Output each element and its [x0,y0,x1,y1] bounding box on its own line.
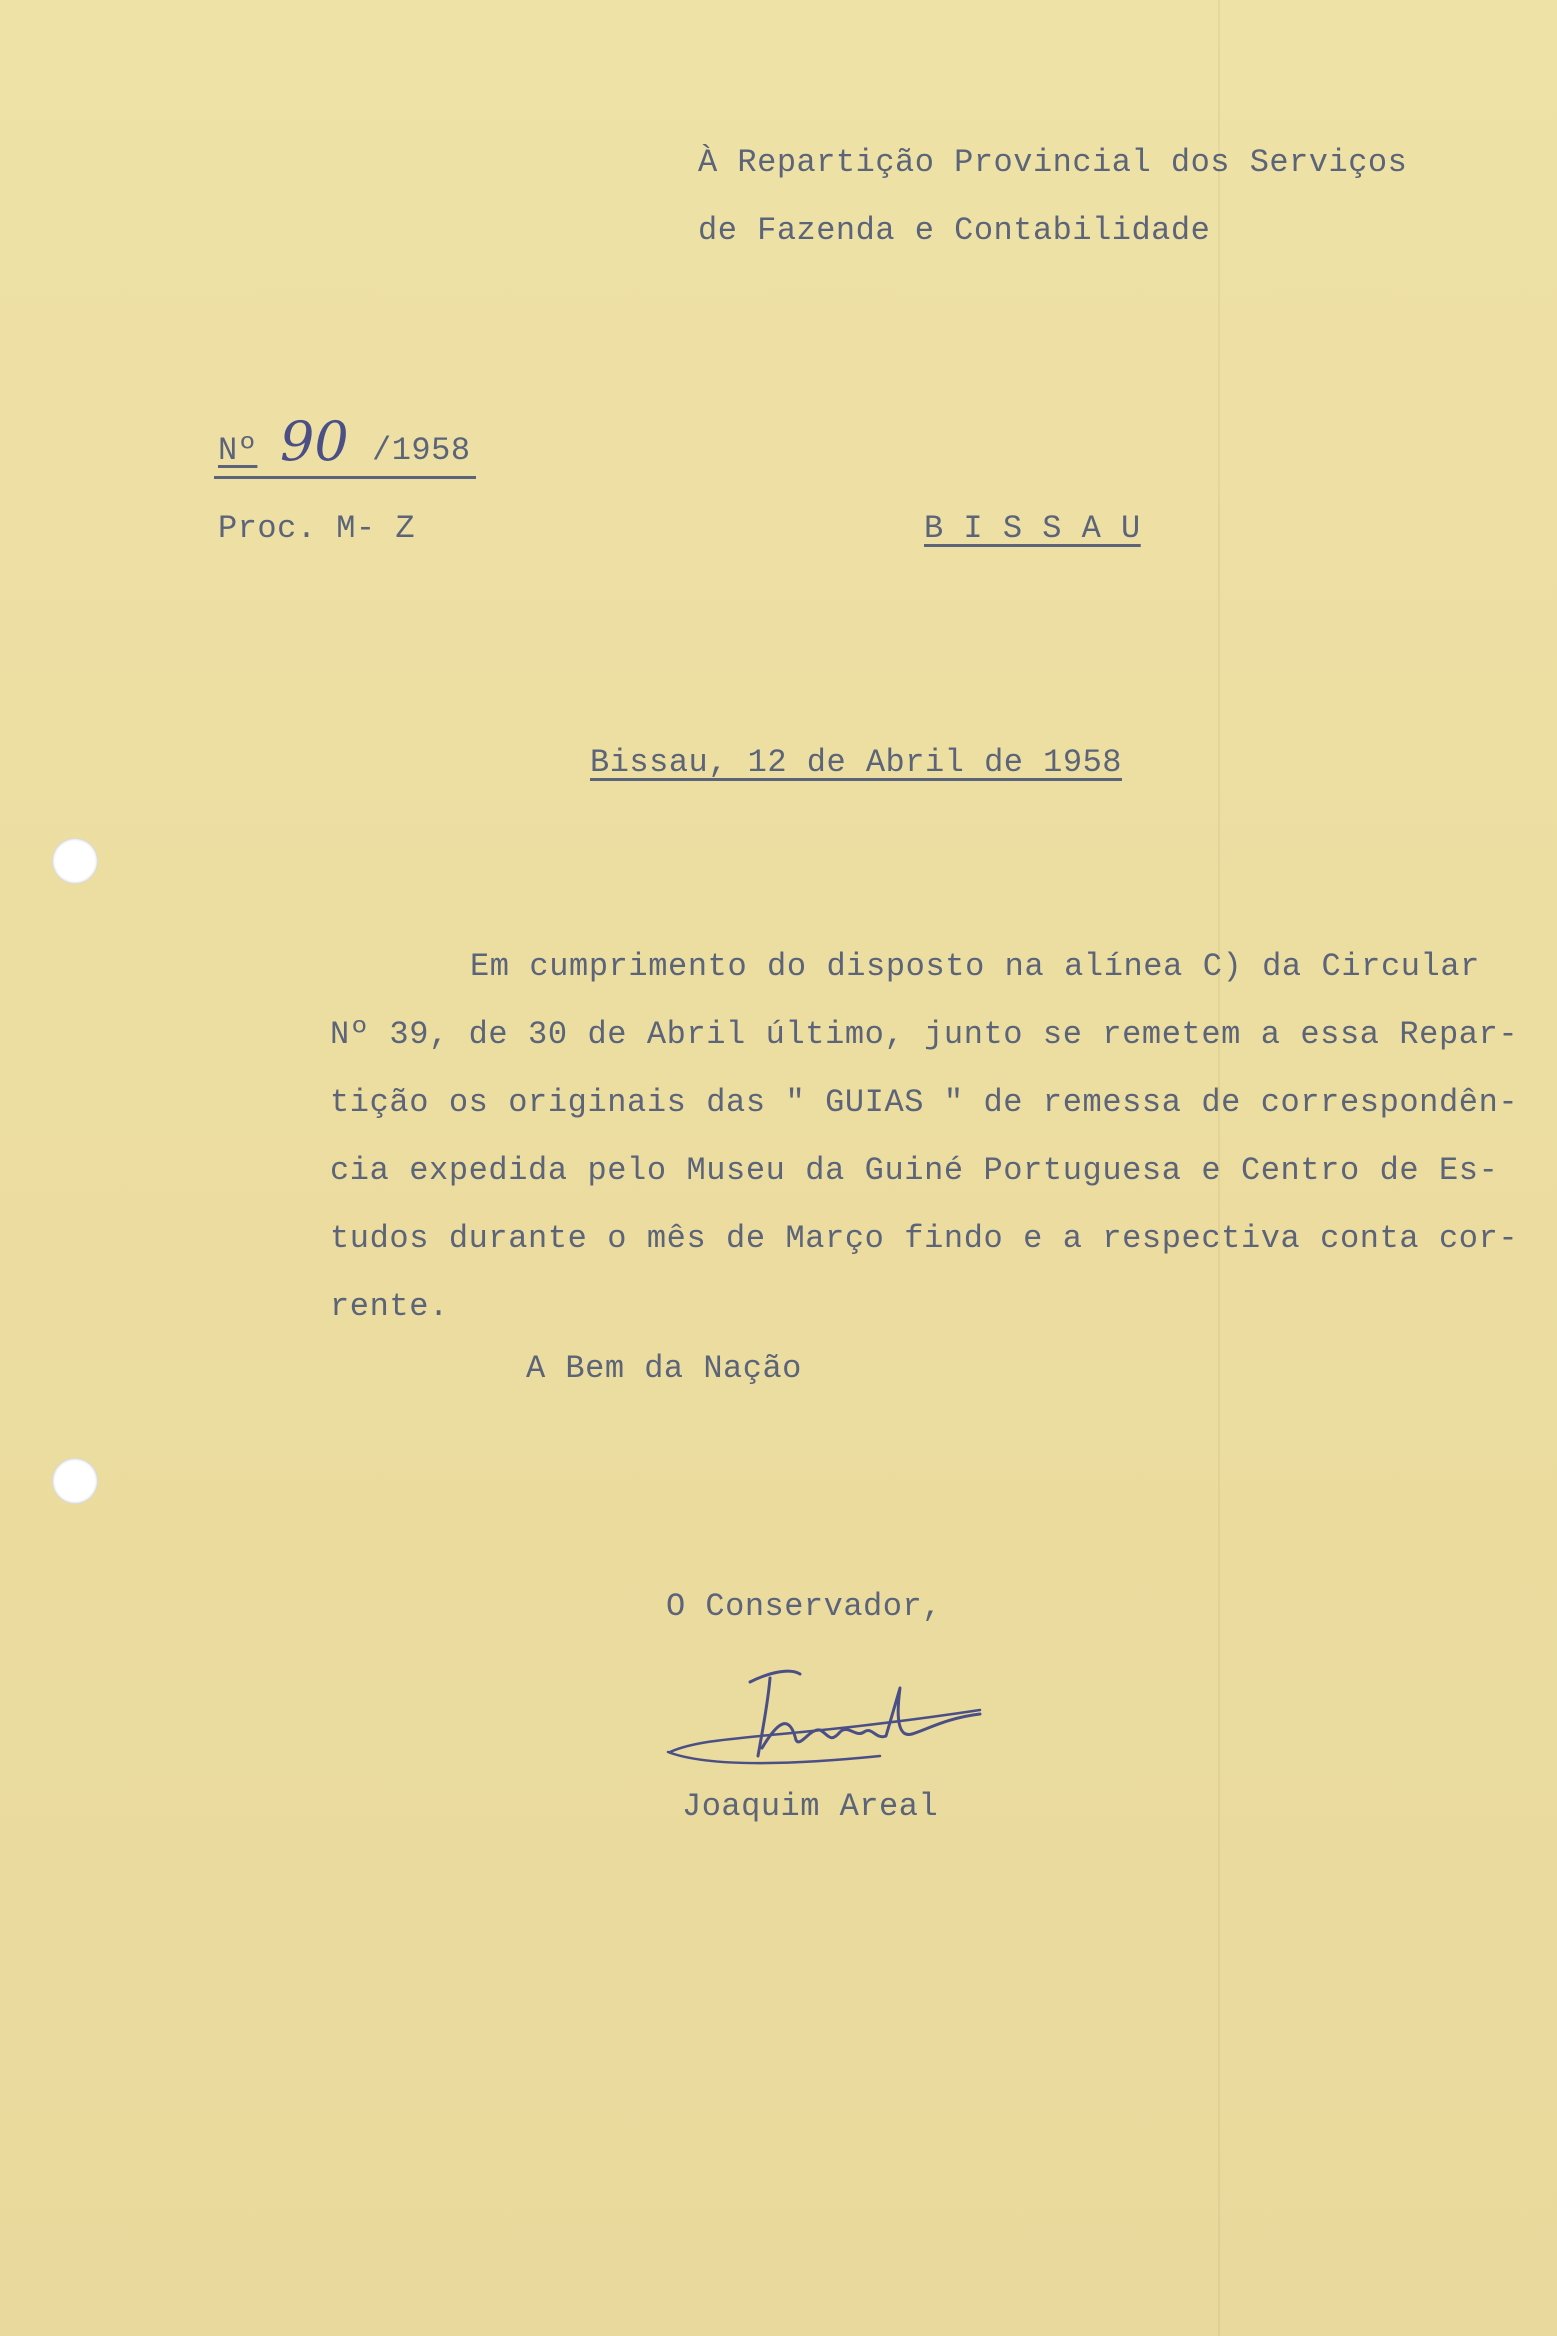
reference-number-underline [214,476,476,479]
reference-number [214,410,476,480]
body-line-4: cia expedida pelo Museu da Guiné Portuguesa e Centro de Es- [330,1152,1499,1189]
body-line-1: Em cumprimento do disposto na alínea C) da Circular [470,948,1480,985]
punch-hole [52,1458,98,1504]
closing-formula: A Bem da Nação [526,1350,802,1387]
body-line-3: tição os originais das " GUIAS " de remessa de correspondên- [330,1084,1519,1121]
signatory-title: O Conservador, [666,1588,942,1625]
body-line-6: rente. [330,1288,449,1325]
recipient-line-2: de Fazenda e Contabilidade [698,212,1211,249]
body-line-2: Nº 39, de 30 de Abril último, junto se remetem a essa Repar- [330,1016,1519,1053]
recipient-line-1: À Repartição Provincial dos Serviços [698,144,1408,181]
destination-city: B I S S A U [924,510,1141,547]
signatory-name: Joaquim Areal [682,1788,939,1825]
reference-number-year: /1958 [372,432,471,469]
reference-number-handwritten: 90 [280,410,349,473]
reference-number-prefix: Nº [218,432,258,469]
handwritten-signature [650,1648,990,1788]
process-reference: Proc. M- Z [218,510,416,547]
body-line-5: tudos durante o mês de Março findo e a respectiva conta cor- [330,1220,1519,1257]
punch-hole [52,838,98,884]
letter-date: Bissau, 12 de Abril de 1958 [590,744,1122,781]
